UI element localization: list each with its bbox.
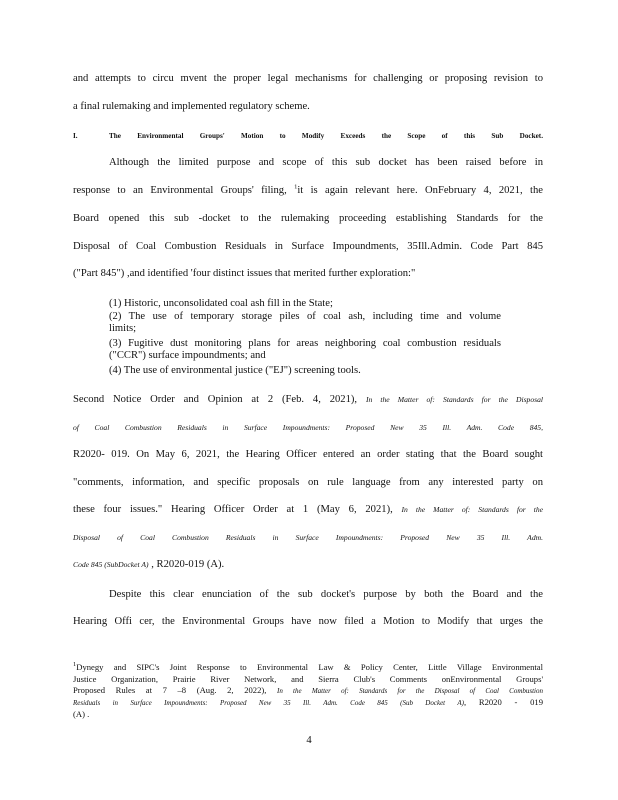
footnote-line xyxy=(73,685,543,697)
body-line: a final rulemaking and implemented regulatory scheme. xyxy=(73,101,310,112)
body-line xyxy=(73,503,543,517)
body-text: these four issues." Hearing Officer Order at 1 (May 6, 2021), xyxy=(73,504,393,515)
section-number: I. xyxy=(73,132,78,140)
body-line xyxy=(73,558,543,572)
list-item: ("CCR") surface impoundments; and xyxy=(109,350,266,361)
body-line xyxy=(73,393,543,407)
footnote-line: (A) . xyxy=(73,709,90,719)
case-citation: Code 845 (SubDocket A) xyxy=(73,560,149,569)
body-text: Second Notice Order and Opinion at 2 (Feb. 4, 2021), xyxy=(73,394,358,405)
body-line: Board opened this sub -docket to the rulemaking proceeding establishing Standards for the xyxy=(73,213,543,224)
case-citation: Disposal of Coal Combustion Residuals in Surface Impoundments: Proposed New 35 Ill. Adm. xyxy=(73,533,543,542)
list-item: (1) Historic, unconsolidated coal ash fill in the State; xyxy=(109,298,333,309)
case-citation: Residuals in Surface Impoundments: Proposed New 35 Ill. Adm. Code 845 (Sub Docket A) xyxy=(73,699,464,707)
page-number: 4 xyxy=(306,735,312,746)
body-line: Disposal of Coal Combustion Residuals in Surface Impoundments, 35Ill.Admin. Code Part 845 xyxy=(73,241,543,252)
footnote-ref: 1 xyxy=(294,183,298,191)
footnote-text: Dynegy and SIPC's Joint Response to Environmental Law & Policy Center, Little Village Environmental xyxy=(76,662,543,672)
body-line: Hearing Offi cer, the Environmental Groups have now filed a Motion to Modify that urges the xyxy=(73,616,543,627)
body-line: Despite this clear enunciation of the sub docket's purpose by both the Board and the xyxy=(109,589,543,600)
footnote-text: , R2020 - 019 xyxy=(463,697,544,707)
body-line xyxy=(73,184,543,198)
footnote-number: 1 xyxy=(73,661,77,669)
list-item: (4) The use of environmental justice ("EJ") screening tools. xyxy=(109,365,361,376)
body-line: Although the limited purpose and scope of this sub docket has been raised before in xyxy=(109,157,543,168)
body-line: and attempts to circu mvent the proper legal mechanisms for challenging or proposing revision to xyxy=(73,73,543,84)
footnote-line xyxy=(73,697,543,709)
case-citation: In the Matter of: Standards for the xyxy=(401,505,543,514)
body-text: it is again relevant here. OnFebruary 4, 2021, the xyxy=(297,185,543,196)
footnote-line: Justice Organization, Prairie River Network, and Sierra Club's Comments onEnvironmental Groups' xyxy=(73,674,543,684)
section-heading xyxy=(73,129,543,143)
list-item: (2) The use of temporary storage piles of coal ash, including time and volume xyxy=(109,311,501,322)
body-text: , R2020-019 (A). xyxy=(151,559,225,570)
list-item: limits; xyxy=(109,323,137,334)
body-line: ("Part 845") ,and identified 'four distinct issues that merited further exploration:" xyxy=(73,268,416,279)
body-line: R2020- 019. On May 6, 2021, the Hearing Officer entered an order stating that the Board sought xyxy=(73,449,543,460)
body-text: response to an Environmental Groups' filing, xyxy=(73,185,287,196)
body-line: "comments, information, and specific proposals on rule language from any interested party on xyxy=(73,477,543,488)
case-citation: In the Matter of: Standards for the Disposal of Coal Combustion xyxy=(277,687,543,695)
list-item: (3) Fugitive dust monitoring plans for areas neighboring coal combustion residuals xyxy=(109,338,501,349)
section-heading-text: The Environmental Groups' Motion to Modify Exceeds the Scope of this Sub Docket. xyxy=(109,132,543,140)
footnote-line xyxy=(73,662,543,673)
case-citation: In the Matter of: Standards for the Disposal xyxy=(365,395,543,404)
footnote-text: Proposed Rules at 7 –8 (Aug. 2, 2022), xyxy=(73,685,267,695)
case-citation: of Coal Combustion Residuals in Surface Impoundments: Proposed New 35 Ill. Adm. Code 845, xyxy=(73,423,543,432)
